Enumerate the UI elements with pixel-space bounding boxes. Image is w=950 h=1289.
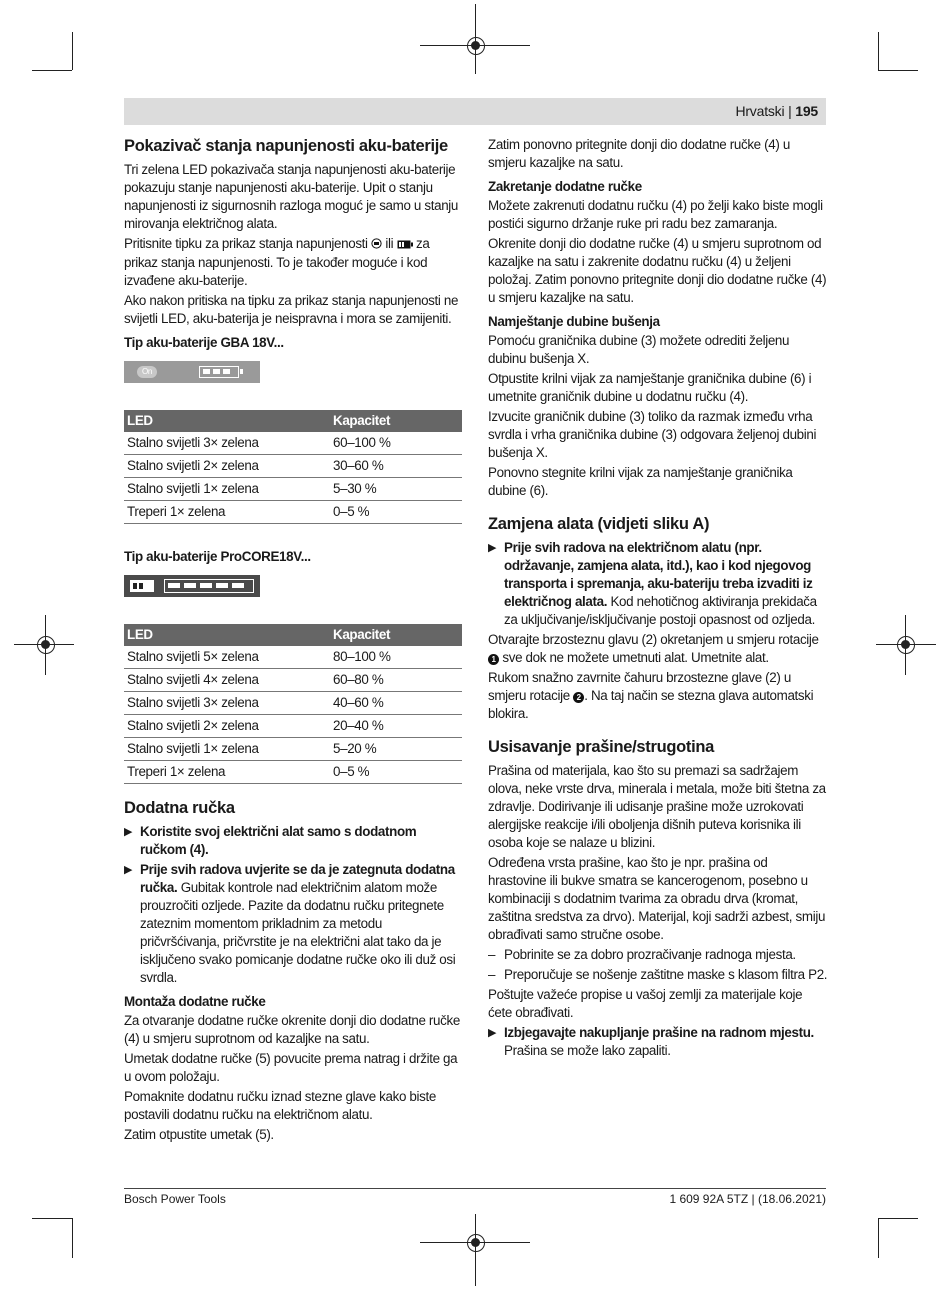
paragraph: Pomaknite dodatnu ručku iznad stezne glave kako biste postavili dodatnu ručku na električnom alatu. [124,1089,436,1122]
battery-level-icon [199,366,239,378]
paragraph: Ako nakon pritiska na tipku za prikaz stanja napunjenosti ne svijetli LED, aku-baterija je neispravna i mora se zamijeniti. [124,293,459,326]
table-row: Stalno svijetli 2× zelena 30–60 % [124,455,462,478]
page-number: 195 [795,103,818,119]
table-row: Stalno svijetli 5× zelena 80–100 % [124,646,462,669]
paragraph: Zatim ponovno pritegnite donji dio dodatne ručke (4) u smjeru kazaljke na satu. [488,137,790,170]
table-row: Treperi 1× zelena 0–5 % [124,761,462,784]
registration-target-icon [467,37,485,55]
registration-target-icon [37,636,55,654]
charge-button-icon [371,236,382,254]
section-title-aux-handle: Dodatna ručka [124,799,235,817]
gba-indicator-graphic [124,361,260,383]
procore-indicator-graphic [124,575,260,597]
section-title-dust-extraction: Usisavanje prašine/strugotina [488,738,715,756]
paragraph: Zatim otpustite umetak (5). [124,1127,274,1142]
gba-battery-title: Tip aku-baterije GBA 18V... [124,335,284,350]
paragraph: Umetak dodatne ručke (5) povucite prema natrag i držite ga u ovom položaju. [124,1051,458,1084]
paragraph: Prašina od materijala, kao što su premazi sa sadržajem olova, neke vrste drva, minerala i metala, može biti štetna za zdravlje. Dodirivanje ili udisanje prašine može uzrokovati alergijske reakcije i/ili oboljenja dišnih puteva korisnika ili osoba koje se nalaze u blizini. [488,763,826,850]
table-row: Stalno svijetli 4× zelena 60–80 % [124,669,462,692]
gba-capacity-table [124,410,462,524]
procore-capacity-table [124,624,462,784]
paragraph: Ponovno stegnite krilni vijak za namještanje graničnika dubine (6). [488,465,793,498]
table-row: Stalno svijetli 3× zelena 60–100 % [124,432,462,455]
table-row: Stalno svijetli 1× zelena 5–30 % [124,478,462,501]
table-row: Stalno svijetli 3× zelena 40–60 % [124,692,462,715]
paragraph: Tri zelena LED pokazivača stanja napunjenosti aku-baterije pokazuju stanje napunjenosti aku-baterije. Upit o stanju napunjenosti iz sigurnosnih razloga moguć je samo u stanju mirovanja električnog alata. [124,162,459,231]
battery-button-icon [130,580,154,592]
registration-target-icon [897,636,915,654]
section-title-charge-indicator: Pokazivač stanja napunjenosti aku-baterije [124,137,448,155]
paragraph: Određena vrsta prašine, kao što je npr. prašina od hrastovine ili bukve smatra se kancerogenom, posebno u kombinaciji s dodatnim tvarima za obradu drva (kromat, zaštitna sredstva za drvo). Materijal, koji sadrži azbest, smiju obrađivati samo stručne osobe. [488,855,826,942]
left-column [124,136,464,1146]
paragraph: Poštujte važeće propise u vašoj zemlji za materijale koje ćete obrađivati. [488,987,803,1020]
footer-doc-number: 1 609 92A 5TZ | (18.06.2021) [669,1192,826,1206]
crop-mark [32,1218,72,1219]
header-text: Hrvatski | 195 [735,103,818,119]
crop-mark [32,70,72,71]
section-title-tool-change: Zamjena alata (vidjeti sliku A) [488,515,710,533]
footer-divider [124,1188,826,1189]
right-column [488,136,828,1062]
crop-mark [878,1218,918,1219]
list-item: – Preporučuje se nošenje zaštitne maske s klasom filtra P2. [488,967,828,982]
paragraph: Otvarajte brzosteznu glavu (2) okretanjem u smjeru rotacije 1 sve dok ne možete umetnuti alat. Umetnite alat. [488,632,819,665]
page-header [124,98,826,125]
bullet-arrow-icon: ▶ [488,1027,497,1039]
footer-publisher: Bosch Power Tools [124,1192,226,1206]
battery-button-icon [397,236,413,254]
on-button-icon: On [137,366,157,378]
table-header: LED [124,624,330,646]
header-language: Hrvatski [735,103,785,119]
bullet-arrow-icon: ▶ [124,826,133,838]
subsection-title-depth: Namještanje dubine bušenja [488,314,660,329]
crop-mark [72,32,73,70]
warning-bullet: ▶ Prije svih radova uvjerite se da je zategnuta dodatna ručka. Gubitak kontrole nad električnim alatom može prouzročiti ozljede. Pazite da dodatnu ručku pritegnete zateznim momentom prikladnim za metodu pričvršćivanja, pričvrstite je na električni alat tako da je isključeno svako pomicanje dodatne ručke oko ili duž osi svrdla. [124,862,456,985]
paragraph: Za otvaranje dodatne ručke okrenite donji dio dodatne ručke (4) u smjeru suprotnom od kazaljke na satu. [124,1013,460,1046]
warning-bullet: ▶ Izbjegavajte nakupljanje prašine na radnom mjestu. Prašina se može lako zapaliti. [488,1025,814,1058]
paragraph: Rukom snažno zavrnite čahuru brzostezne glave (2) u smjeru rotacije 2 . Na taj način se stezna glava automatski blokira. [488,670,814,721]
list-item: – Pobrinite se za dobro prozračivanje radnoga mjesta. [488,947,796,962]
bullet-arrow-icon: ▶ [124,864,133,876]
crop-mark [878,70,918,71]
table-row: Treperi 1× zelena 0–5 % [124,501,462,524]
crop-mark [878,1218,879,1258]
battery-level-icon [164,579,254,593]
paragraph: Pritisnite tipku za prikaz stanja napunjenosti ili za prikaz stanja napunjenosti. To je također moguće i kod izvađene aku-baterije. [124,236,430,288]
procore-battery-title: Tip aku-baterije ProCORE18V... [124,549,311,564]
rotation-step-2-icon: 2 [573,692,584,703]
subsection-title-mounting: Montaža dodatne ručke [124,994,266,1009]
rotation-step-1-icon: 1 [488,654,499,665]
paragraph: Okrenite donji dio dodatne ručke (4) u smjeru suprotnom od kazaljke na satu i zakrenite dodatnu ručku (4) u željeni položaj. Zatim ponovno pritegnite donji dio dodatne ručke (4) u smjeru kazaljke na satu. [488,236,827,305]
crop-mark [72,1218,73,1258]
warning-bullet: ▶ Koristite svoj električni alat samo s dodatnom ručkom (4). [124,824,417,857]
paragraph: Pomoću graničnika dubine (3) možete odrediti željenu dubinu bušenja X. [488,333,790,366]
table-header: Kapacitet [330,410,462,432]
paragraph: Možete zakrenuti dodatnu ručku (4) po želji kako biste mogli postići sigurno držanje ruke pri radu bez zamaranja. [488,198,823,231]
subsection-title-rotating: Zakretanje dodatne ručke [488,179,642,194]
paragraph: Izvucite graničnik dubine (3) toliko da razmak između vrha svrdla i vrha graničnika dubine (3) odgovara željenoj dubini bušenja X. [488,409,817,460]
registration-target-icon [467,1234,485,1252]
table-row: Stalno svijetli 1× zelena 5–20 % [124,738,462,761]
crop-mark [878,32,879,70]
table-header: LED [124,410,330,432]
paragraph: Otpustite krilni vijak za namještanje graničnika dubine (6) i umetnite graničnik dubine u dodatnu ručku (4). [488,371,812,404]
warning-bullet: ▶ Prije svih radova na električnom alatu (npr. održavanje, zamjena alata, itd.), kao i kod njegovog transporta i spremanja, aku-bateriju treba izvaditi iz električnog alata. Kod nehotičnog aktiviranja prekidača za uključivanje/isključivanje postoji opasnost od ozljeda. [488,540,817,627]
table-header: Kapacitet [330,624,462,646]
table-row: Stalno svijetli 2× zelena 20–40 % [124,715,462,738]
bullet-arrow-icon: ▶ [488,542,497,554]
